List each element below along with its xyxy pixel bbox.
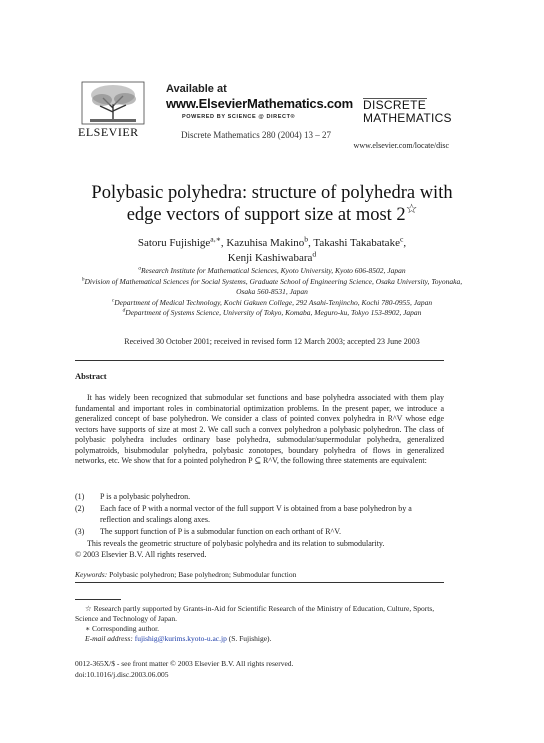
title-footnote-mark: ☆ [405,200,418,216]
site-link[interactable]: www.ElsevierMathematics.com [166,96,354,111]
author-list: Satoru Fujishige$^{a,∗}$, Kazuhisa Makino$^b$, Takashi Takabatake$^c$, Kenji Kashiwabara$^d$ [137,234,407,264]
author-name: Kazuhisa Makino [226,237,305,249]
footnote-funding: ☆ Research partly supported by Grants-in-Aid for Scientific Research of the Ministry of Education, Culture, Sports, Science and Technology of Japan. [75,604,435,623]
footnote-email: E-mail address: fujishig@kurims.kyoto-u.ac.jp (S. Fujishige). [85,634,272,643]
journal-title-line1: DISCRETE [363,98,427,112]
journal-title-line2: MATHEMATICS [363,111,452,125]
keywords-label: Keywords: [75,570,108,579]
affiliation: $^d$Department of Systems Science, University of Tokyo, Komaba, Meguro-ku, Tokyo 153-8902, Japan [122,307,422,317]
affiliation: $^c$Department of Medical Technology, Kochi Gakuen College, 292 Asahi-Tenjincho, Kochi 780-0955, Japan [111,297,433,307]
journal-title [363,99,452,125]
title-line-2: edge vectors of support size at most 2☆ [126,200,418,225]
abstract-body [75,393,444,467]
abstract-closing: This reveals the geometric structure of polybasic polyhedra and its relation to submodularity. [87,539,385,548]
affiliation-list [72,266,472,319]
affiliation: $^a$Research Institute for Mathematical Sciences, Kyoto University, Kyoto 606-8502, Japan [138,265,406,275]
email-link[interactable]: fujishig@kurims.kyoto-u.ac.jp [134,634,227,643]
abstract-heading: Abstract [75,371,107,381]
available-at-label: Available at [166,83,227,95]
affiliation: $^b$Division of Mathematical Sciences for Social Systems, Graduate School of Engineering Science, Osaka University, Toyonaka, Osaka 560-8531, Japan [81,276,463,296]
divider [75,582,444,583]
title-line-1: Polybasic polyhedra: structure of polyhedra with [91,183,453,203]
keywords: Keywords: Polybasic polyhedron; Base polyhedron; Submodular function [75,570,297,579]
author-mark: d [312,249,317,259]
author-name: Takashi Takabatake [313,237,400,249]
copyright-notice: © 2003 Elsevier B.V. All rights reserved. [75,550,207,559]
footnote-corresponding: ∗ Corresponding author. [85,624,160,633]
divider [75,360,444,361]
author-name: Satoru Fujishige [137,237,211,249]
author-mark: c [399,234,404,244]
author-mark: b [304,234,309,244]
footnotes [75,604,444,644]
issn-line: 0012-365X/$ - see front matter © 2003 Elsevier B.V. All rights reserved. [75,659,294,668]
publisher-name: ELSEVIER [78,125,139,139]
journal-reference: Discrete Mathematics 280 (2004) 13 – 27 [181,130,331,140]
paper-title [50,182,494,226]
author-name: Kenji Kashiwabara [227,252,313,264]
powered-by-label: POWERED BY SCIENCE @ DIRECT® [182,114,296,120]
publication-info [75,658,293,680]
submission-dates: Received 30 October 2001; received in revised form 12 March 2003; accepted 23 June 2003 [124,337,420,346]
author-mark: a,∗ [210,234,221,244]
doi-line[interactable]: doi:10.1016/j.disc.2003.06.005 [75,670,169,679]
elsevier-tree-logo [78,80,148,128]
journal-url[interactable]: www.elsevier.com/locate/disc [353,141,449,150]
footnote-rule [75,599,121,600]
abstract-paragraph: It has widely been recognized that submodular set functions and base polyhedra associated with them play fundamental and important roles in combinatorial optimization problems. In the present paper, we introduce a generalized concept of base polyhedron. We consider a class of pointed convex polyhedra in R^V whose edge vectors have supports of size at most 2. We call such a convex polyhedron a polybasic polyhedron. The class of polybasic polyhedra includes ordinary base polyhedra, submodular/supermodular polyhedra, generalized polymatroids, bisubmodular polyhedra, polybasic zonotopes, boundary polyhedra of flows in generalized networks, etc. We show that for a pointed polyhedron P ⊆ R^V, the following three statements are equivalent: [75,393,444,465]
